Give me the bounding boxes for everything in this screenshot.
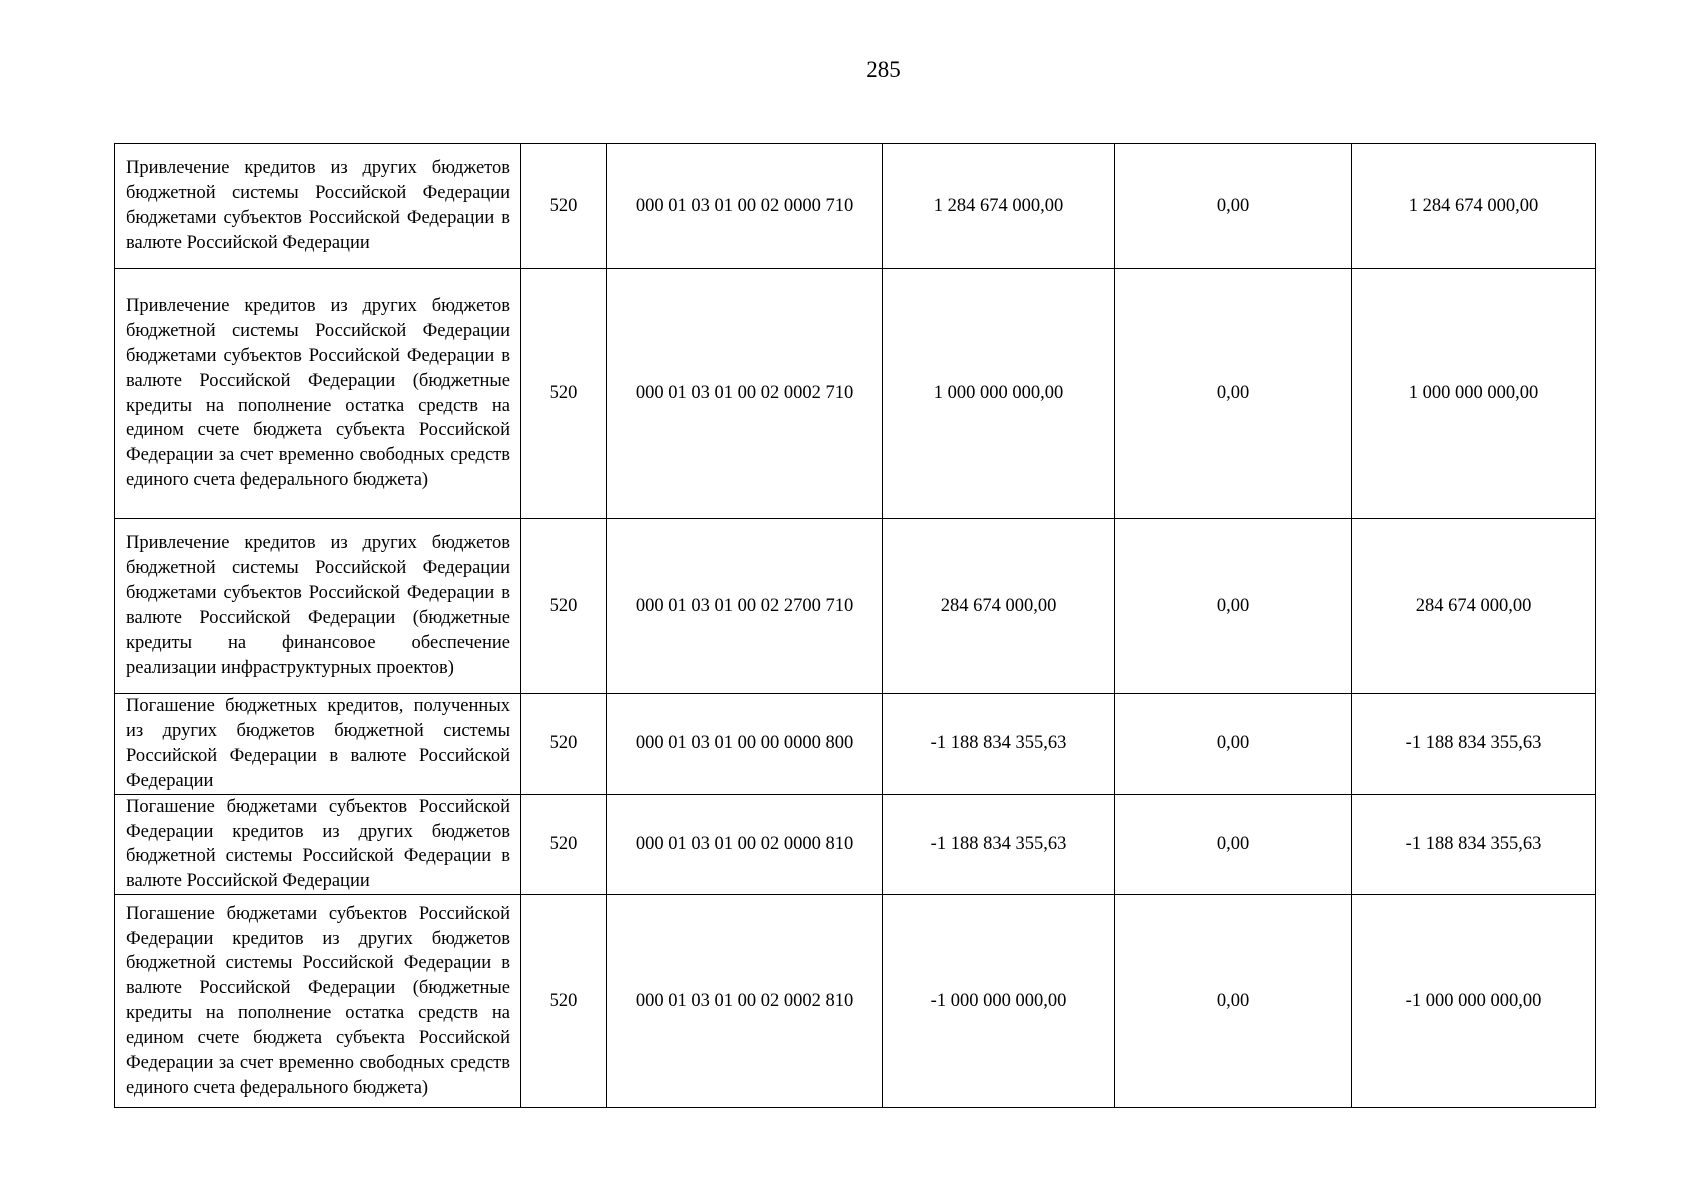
classification-code-cell: 000 01 03 01 00 02 2700 710: [607, 519, 883, 694]
classification-code-cell: 000 01 03 01 00 02 0000 810: [607, 794, 883, 895]
admin-code-cell: 520: [521, 269, 607, 519]
table-row: [115, 269, 1596, 519]
admin-code-cell: 520: [521, 794, 607, 895]
amount-2-cell: 0,00: [1115, 895, 1352, 1108]
amount-3-cell: 1 000 000 000,00: [1352, 269, 1596, 519]
amount-1-cell: -1 188 834 355,63: [883, 794, 1115, 895]
classification-code-cell: 000 01 03 01 00 00 0000 800: [607, 694, 883, 795]
amount-3-cell: 1 284 674 000,00: [1352, 144, 1596, 269]
row-description: Погашение бюджетных кредитов, полученных из других бюджетов бюджетной системы Российской Федерации в валюте Российской Федерации: [115, 694, 521, 795]
table-row: [115, 694, 1596, 795]
row-description: Погашение бюджетами субъектов Российской Федерации кредитов из других бюджетов бюджетной системы Российской Федерации в валюте Российской Федерации (бюджетные кредиты на пополнение остатка средств на едином счете бюджета субъекта Российской Федерации за счет временно свободных средств единого счета федерального бюджета): [115, 895, 521, 1108]
admin-code-cell: 520: [521, 895, 607, 1108]
table-row: [115, 519, 1596, 694]
row-description: Привлечение кредитов из других бюджетов бюджетной системы Российской Федерации бюджетами субъектов Российской Федерации в валюте Российской Федерации (бюджетные кредиты на пополнение остатка средств на едином счете бюджета субъекта Российской Федерации за счет временно свободных средств единого счета федерального бюджета): [115, 269, 521, 519]
amount-3-cell: -1 188 834 355,63: [1352, 794, 1596, 895]
amount-1-cell: 1 284 674 000,00: [883, 144, 1115, 269]
amount-1-cell: 1 000 000 000,00: [883, 269, 1115, 519]
admin-code-cell: 520: [521, 519, 607, 694]
amount-2-cell: 0,00: [1115, 269, 1352, 519]
budget-sources-table: [114, 143, 1596, 1108]
amount-2-cell: 0,00: [1115, 694, 1352, 795]
amount-1-cell: -1 188 834 355,63: [883, 694, 1115, 795]
page-number: 285: [866, 57, 901, 82]
row-description: Привлечение кредитов из других бюджетов бюджетной системы Российской Федерации бюджетами субъектов Российской Федерации в валюте Российской Федерации: [115, 144, 521, 269]
admin-code-cell: 520: [521, 694, 607, 795]
amount-1-cell: -1 000 000 000,00: [883, 895, 1115, 1108]
table-row: [115, 794, 1596, 895]
row-description: Привлечение кредитов из других бюджетов бюджетной системы Российской Федерации бюджетами субъектов Российской Федерации в валюте Российской Федерации (бюджетные кредиты на финансовое обеспечение реализации инфраструктурных проектов): [115, 519, 521, 694]
classification-code-cell: 000 01 03 01 00 02 0000 710: [607, 144, 883, 269]
classification-code-cell: 000 01 03 01 00 02 0002 810: [607, 895, 883, 1108]
amount-2-cell: 0,00: [1115, 794, 1352, 895]
table-row: [115, 895, 1596, 1108]
amount-3-cell: -1 188 834 355,63: [1352, 694, 1596, 795]
table-row: [115, 144, 1596, 269]
amount-1-cell: 284 674 000,00: [883, 519, 1115, 694]
row-description: Погашение бюджетами субъектов Российской Федерации кредитов из других бюджетов бюджетной системы Российской Федерации в валюте Российской Федерации: [115, 794, 521, 895]
amount-3-cell: 284 674 000,00: [1352, 519, 1596, 694]
classification-code-cell: 000 01 03 01 00 02 0002 710: [607, 269, 883, 519]
amount-3-cell: -1 000 000 000,00: [1352, 895, 1596, 1108]
amount-2-cell: 0,00: [1115, 519, 1352, 694]
amount-2-cell: 0,00: [1115, 144, 1352, 269]
admin-code-cell: 520: [521, 144, 607, 269]
